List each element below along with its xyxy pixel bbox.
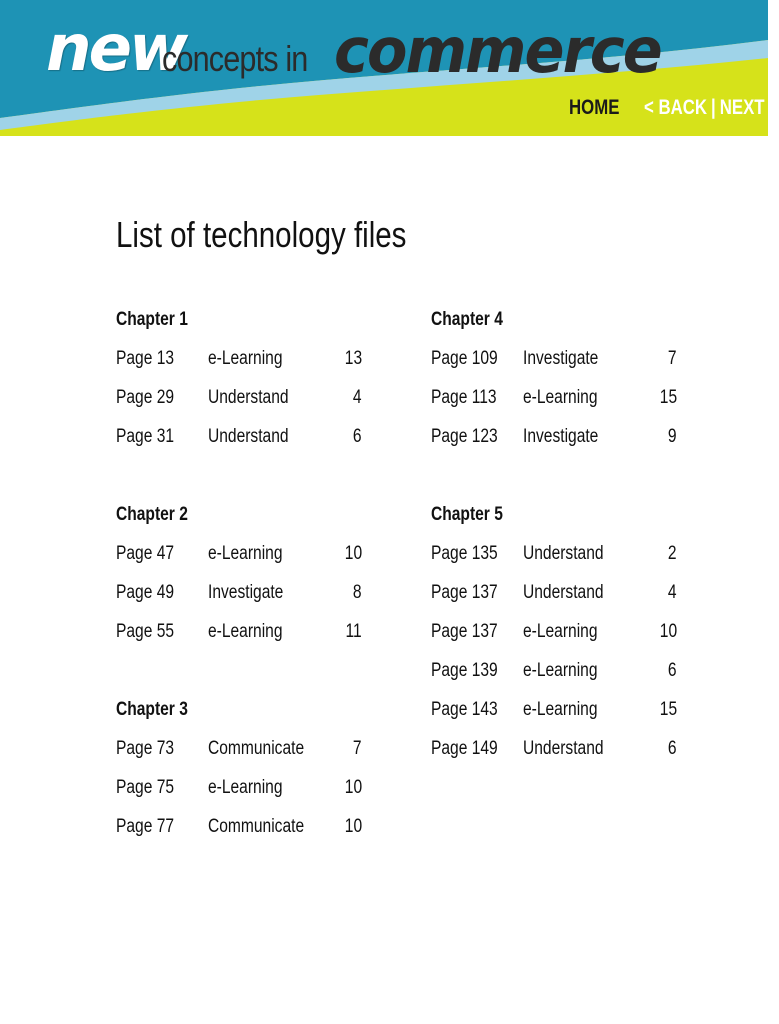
file-row[interactable] <box>116 807 376 846</box>
file-row[interactable] <box>431 690 691 729</box>
chapter-heading: Chapter 2 <box>116 504 188 525</box>
file-type: Understand <box>523 738 604 759</box>
page-ref: Page 47 <box>116 543 175 564</box>
chapter-spacer <box>431 456 691 495</box>
nav-back-next <box>644 96 779 126</box>
file-count: 15 <box>659 387 677 408</box>
page-ref: Page 113 <box>431 387 497 408</box>
file-type: e-Learning <box>523 621 598 642</box>
file-count: 10 <box>344 777 362 798</box>
header-banner <box>0 0 779 140</box>
chapter-heading: Chapter 4 <box>431 309 503 330</box>
file-type: Communicate <box>208 816 305 837</box>
file-type: Investigate <box>523 426 599 447</box>
file-count: 7 <box>353 738 362 759</box>
file-type: Understand <box>208 387 289 408</box>
chapter-section <box>116 690 376 846</box>
page-ref: Page 55 <box>116 621 175 642</box>
file-type: e-Learning <box>208 621 283 642</box>
file-type: Understand <box>523 543 604 564</box>
page-ref: Page 109 <box>431 348 498 369</box>
right-column <box>431 300 691 768</box>
file-count: 6 <box>353 426 362 447</box>
file-row[interactable] <box>116 417 376 456</box>
file-type: e-Learning <box>208 543 283 564</box>
file-type: Understand <box>523 582 604 603</box>
file-count: 7 <box>668 348 677 369</box>
page-ref: Page 137 <box>431 621 498 642</box>
logo-word-concepts: concepts in <box>162 38 308 79</box>
file-row[interactable] <box>431 573 691 612</box>
page-ref: Page 73 <box>116 738 175 759</box>
back-link[interactable]: < BACK <box>644 96 708 119</box>
page-ref: Page 29 <box>116 387 175 408</box>
file-count: 13 <box>344 348 362 369</box>
file-type: Investigate <box>208 582 284 603</box>
next-link[interactable]: NEXT > <box>719 96 779 119</box>
file-row[interactable] <box>116 534 376 573</box>
file-count: 4 <box>353 387 362 408</box>
page-ref: Page 77 <box>116 816 175 837</box>
file-row[interactable] <box>431 339 691 378</box>
left-column <box>116 300 376 846</box>
page-ref: Page 149 <box>431 738 498 759</box>
file-row[interactable] <box>116 612 376 651</box>
file-count: 9 <box>668 426 677 447</box>
file-row[interactable] <box>116 378 376 417</box>
page-ref: Page 123 <box>431 426 498 447</box>
file-row[interactable] <box>116 339 376 378</box>
file-count: 8 <box>353 582 362 603</box>
file-count: 6 <box>668 660 677 681</box>
home-link[interactable]: HOME <box>569 96 620 119</box>
nav-separator: | <box>711 96 716 119</box>
file-type: Understand <box>208 426 289 447</box>
page-ref: Page 75 <box>116 777 175 798</box>
file-count: 10 <box>344 543 362 564</box>
chapter-section <box>431 495 691 768</box>
chapter-section <box>431 300 691 456</box>
file-count: 2 <box>668 543 677 564</box>
file-type: Communicate <box>208 738 305 759</box>
chapter-section <box>116 495 376 651</box>
file-type: e-Learning <box>523 660 598 681</box>
file-row[interactable] <box>431 378 691 417</box>
file-row[interactable] <box>431 651 691 690</box>
file-row[interactable] <box>116 729 376 768</box>
file-type: e-Learning <box>523 387 598 408</box>
logo-word-new: new <box>46 12 186 86</box>
logo-word-commerce: commerce <box>334 14 661 87</box>
file-row[interactable] <box>116 573 376 612</box>
page-title: List of technology files <box>116 214 407 255</box>
file-count: 15 <box>659 699 677 720</box>
file-row[interactable] <box>116 768 376 807</box>
page-ref: Page 31 <box>116 426 175 447</box>
chapter-section <box>116 300 376 456</box>
file-count: 11 <box>345 621 362 642</box>
file-type: Investigate <box>523 348 599 369</box>
file-type: e-Learning <box>208 777 283 798</box>
file-count: 4 <box>668 582 677 603</box>
file-count: 10 <box>344 816 362 837</box>
file-row[interactable] <box>431 534 691 573</box>
file-count: 10 <box>659 621 677 642</box>
file-row[interactable] <box>431 612 691 651</box>
page-ref: Page 139 <box>431 660 498 681</box>
file-row[interactable] <box>431 729 691 768</box>
file-type: e-Learning <box>523 699 598 720</box>
page-ref: Page 13 <box>116 348 175 369</box>
chapter-spacer <box>116 456 376 495</box>
file-count: 6 <box>668 738 677 759</box>
chapter-heading: Chapter 3 <box>116 699 188 720</box>
file-row[interactable] <box>431 417 691 456</box>
page-ref: Page 137 <box>431 582 498 603</box>
page-ref: Page 143 <box>431 699 498 720</box>
file-type: e-Learning <box>208 348 283 369</box>
chapter-heading: Chapter 5 <box>431 504 503 525</box>
chapter-heading: Chapter 1 <box>116 309 188 330</box>
page-ref: Page 135 <box>431 543 498 564</box>
page-ref: Page 49 <box>116 582 175 603</box>
chapter-spacer <box>116 651 376 690</box>
